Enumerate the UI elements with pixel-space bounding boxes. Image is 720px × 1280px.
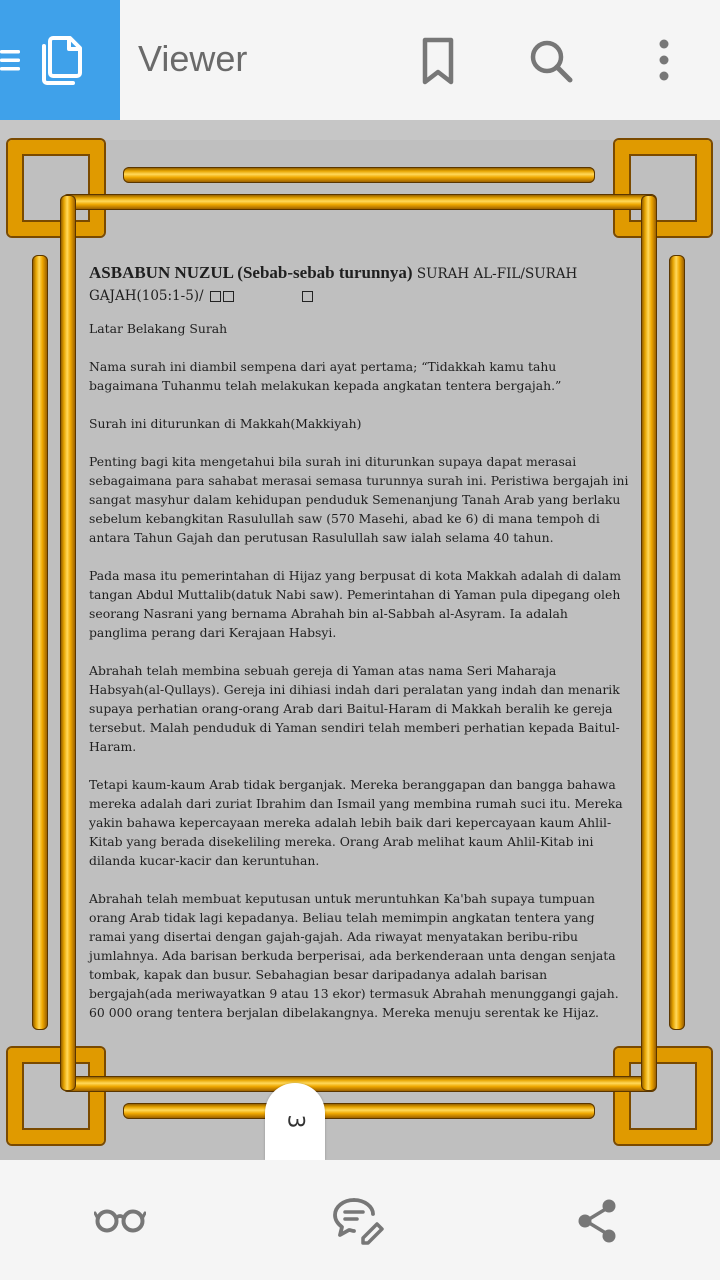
document-title xyxy=(89,262,629,307)
nav-drawer-button[interactable] xyxy=(0,0,120,120)
menu-icon[interactable] xyxy=(0,40,22,80)
comment-edit-icon[interactable] xyxy=(333,1196,385,1246)
app-title: Viewer xyxy=(138,38,248,79)
missing-glyph-icon xyxy=(210,291,221,302)
paragraph: Surah ini diturunkan di Makkah(Makkiyah) xyxy=(89,416,362,431)
paragraph: Abrahah telah membuat keputusan untuk meruntuhkan Ka'bah supaya tumpuan orang Arab tidak lagi kepadanya. Beliau telah memimpin angkatan tentera yang ramai yang disertai dengan gajah-gajah. Ada riwayat menyatakan beribu-ribu jumlahnya. Ada barisan berkuda berperisai, ada berkenderaan unta dengan senjata tombak, kapak dan busur. Sebahagian besar daripadanya adalah barisan bergajah(ada meriwayatkan 9 atau 13 ekor) termasuk Abrahah menunggangi gajah. 60 000 orang tentera berjalan dibelakangnya. Mereka menuju serentak ke Hijaz. xyxy=(89,891,619,1020)
paragraph: Abrahah telah membina sebuah gereja di Yaman atas nama Seri Maharaja Habsyah(al-Qullays). Gereja ini dihiasi indah dari peralatan yang indah dan menarik supaya perhatian orang-orang Arab dari Baitul-Haram di Makkah beralih ke gereja tersebut. Malah penduduk di Yaman sendiri telah memberi perhatian kepada Baitul-Haram. xyxy=(89,663,620,754)
paragraph: Nama surah ini diambil sempena dari ayat pertama; “Tidakkah kamu tahu bagaimana Tuhanmu telah melakukan kepada angkatan tentera bergajah.” xyxy=(89,359,562,393)
page-number-indicator[interactable] xyxy=(265,1083,325,1160)
top-app-bar xyxy=(0,0,720,120)
page-number: 3 xyxy=(282,1114,308,1129)
title-bold: ASBABUN NUZUL (Sebab-sebab turunnya) xyxy=(89,263,413,282)
documents-icon[interactable] xyxy=(38,34,84,86)
title-rest: SURAH AL-FIL/SURAH GAJAH(105:1-5)/ xyxy=(89,266,578,304)
share-icon[interactable] xyxy=(576,1198,620,1244)
more-vert-icon[interactable] xyxy=(650,38,678,84)
paragraph: Tetapi kaum-kaum Arab tidak berganjak. Mereka beranggapan dan bangga bahawa mereka adalah dari zuriat Ibrahim dan Ismail yang membina rumah suci itu. Mereka yakin bahawa kepercayaan mereka adalah lebih baik dari kepercayaan kaum Ahlil-Kitab yang berada disekeliling mereka. Orang Arab melihat kaum Ahlil-Kitab ini dilanda kucar-kacir dan keruntuhan. xyxy=(89,777,623,868)
search-icon[interactable] xyxy=(528,38,574,84)
paragraph: Penting bagi kita mengetahui bila surah ini diturunkan supaya dapat merasai sebagaimana para sahabat merasai semasa turunnya surah ini. Peristiwa bergajah ini sangat masyhur dalam kehidupan penduduk Semenanjung Tanah Arab yang berlaku sebelum kebangkitan Rasulullah saw (570 Masehi, abad ke 6) di mana tempoh di antara Tahun Gajah dan perutusan Rasulullah saw ialah selama 40 tahun. xyxy=(89,454,629,545)
bottom-toolbar xyxy=(0,1160,720,1280)
paragraph: Pada masa itu pemerintahan di Hijaz yang berpusat di kota Makkah adalah di dalam tangan Abdul Muttalib(datuk Nabi saw). Pemerintahan di Yaman pula dipegang oleh seorang Nasrani yang bernama Abrahah bin al-Sabbah al-Asyram. Ia adalah panglima perang dari Kerajaan Habsyi. xyxy=(89,568,621,640)
reading-mode-icon[interactable] xyxy=(94,1205,146,1235)
bookmark-icon[interactable] xyxy=(418,36,458,86)
missing-glyph-icon xyxy=(302,291,313,302)
paragraph-heading: Latar Belakang Surah xyxy=(89,321,228,336)
missing-glyph-icon xyxy=(223,291,234,302)
document-content xyxy=(89,262,629,1041)
